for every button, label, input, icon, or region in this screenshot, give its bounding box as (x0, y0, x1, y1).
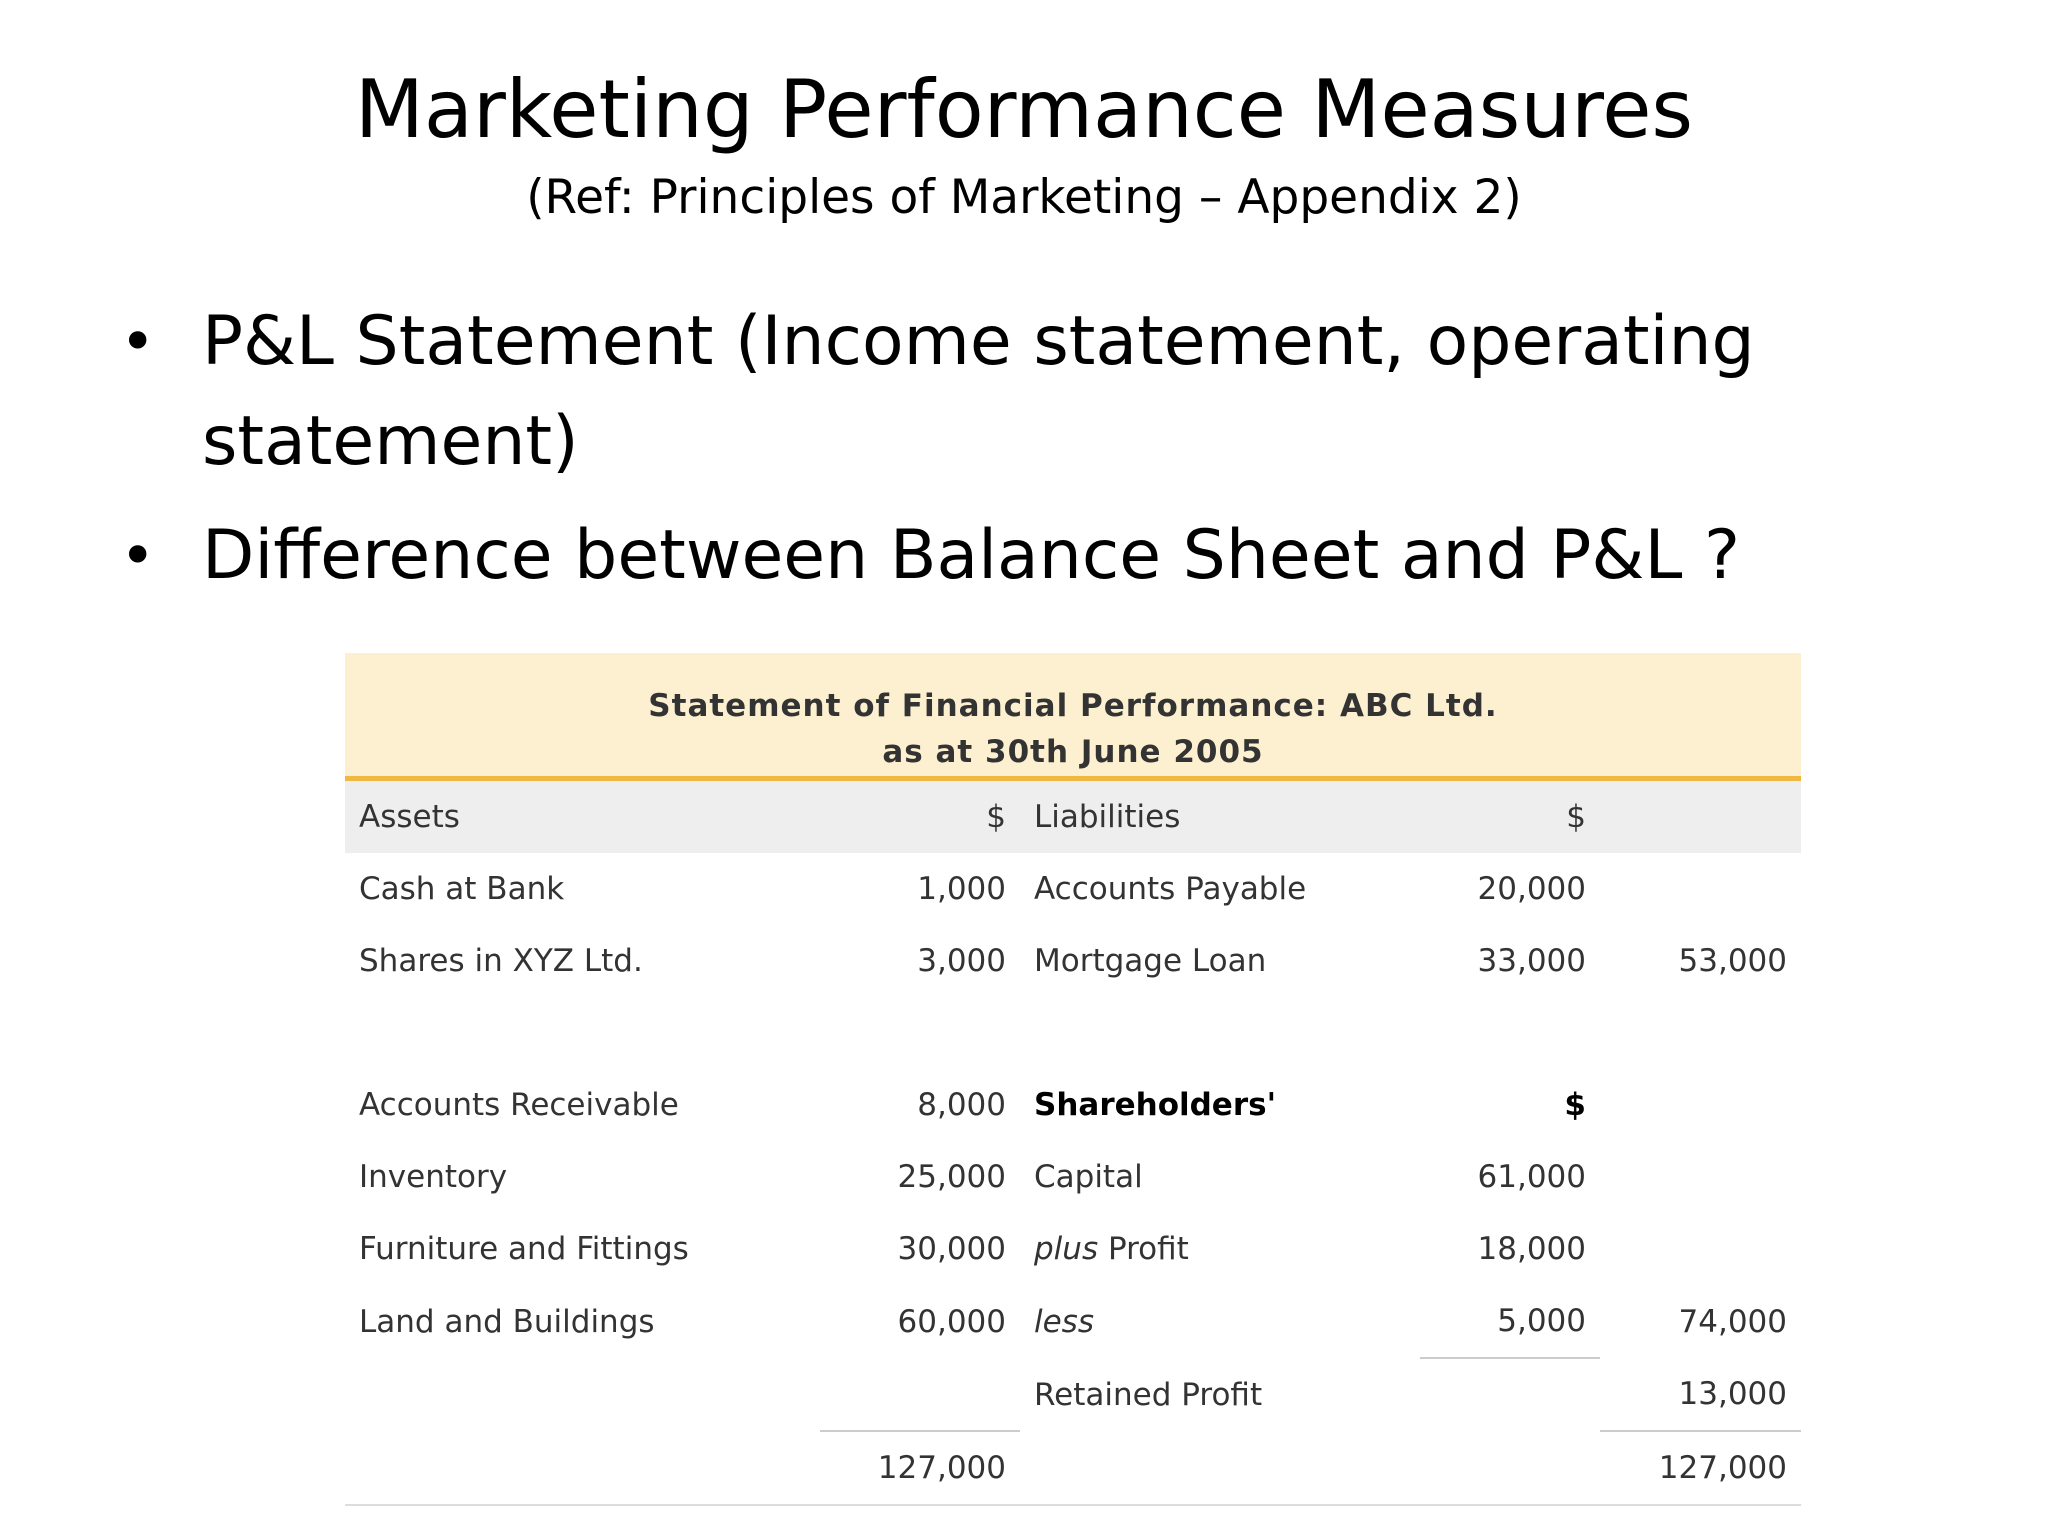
liability-label: Retained Profit (1034, 1376, 1263, 1413)
bullet-text: Difference between Balance Sheet and P&L ? (202, 516, 1741, 595)
empty-cell (1020, 1431, 1420, 1505)
liabilities-total: 127,000 (1600, 1431, 1801, 1505)
bullet-text: P&L Statement (Income statement, operating statement) (202, 302, 1755, 481)
table-row (345, 1285, 1801, 1358)
liability-label (1020, 1213, 1420, 1285)
asset-value: 1,000 (917, 871, 1006, 907)
bullet-list (120, 292, 1760, 620)
liabilities-header: Liabilities (1020, 781, 1420, 853)
slide-subtitle: (Ref: Principles of Marketing – Appendix 2) (526, 170, 1522, 225)
shareholders-header: Shareholders' (1034, 1087, 1277, 1123)
liabilities-currency: $ (1420, 781, 1600, 853)
liability-label: Capital (1034, 1159, 1143, 1195)
table-row (345, 853, 1801, 925)
asset-value: 60,000 (897, 1303, 1006, 1340)
liability-value: 61,000 (1477, 1159, 1586, 1195)
empty-cell (1420, 1431, 1600, 1505)
spacer-row (345, 997, 1801, 1069)
asset-label: Shares in XYZ Ltd. (359, 943, 643, 979)
table-row (345, 1069, 1801, 1141)
assets-header: Assets (345, 781, 820, 853)
row-total: 74,000 (1678, 1303, 1787, 1340)
liability-value (1420, 1358, 1600, 1431)
statement-header (345, 653, 1801, 781)
liability-value: 20,000 (1477, 871, 1586, 907)
asset-value: 8,000 (917, 1087, 1006, 1123)
asset-value (820, 1358, 1020, 1431)
asset-label: Land and Buildings (359, 1303, 655, 1340)
bullet-item (120, 506, 1760, 606)
bullet-item (120, 292, 1760, 492)
statement-date: as at 30th June 2005 (882, 734, 1264, 770)
slide-title: Marketing Performance Measures (354, 63, 1694, 156)
financial-statement (345, 653, 1801, 1506)
row-total (1600, 1213, 1801, 1285)
asset-value: 30,000 (897, 1231, 1006, 1267)
liability-label: Mortgage Loan (1034, 943, 1267, 979)
assets-total: 127,000 (820, 1431, 1020, 1505)
row-total (1600, 1069, 1801, 1141)
liability-prefix: plus (1034, 1231, 1099, 1267)
row-total (1600, 1141, 1801, 1213)
table-row (345, 1213, 1801, 1285)
asset-value: 25,000 (897, 1159, 1006, 1195)
statement-table (345, 781, 1801, 1506)
table-row (345, 1358, 1801, 1431)
asset-label: Inventory (359, 1159, 508, 1195)
liability-value: 33,000 (1477, 943, 1586, 979)
table-header-row (345, 781, 1801, 853)
liability-value: 18,000 (1477, 1231, 1586, 1267)
empty-cell (345, 1431, 820, 1505)
row-total: 13,000 (1600, 1358, 1801, 1431)
liability-value: 5,000 (1420, 1285, 1600, 1358)
asset-label (345, 1358, 820, 1431)
liability-label: Accounts Payable (1034, 871, 1307, 907)
empty-cell (1600, 781, 1801, 853)
asset-label: Accounts Receivable (359, 1087, 679, 1123)
liability-label: less (1034, 1303, 1094, 1340)
liability-label-text: Profit (1098, 1231, 1189, 1267)
statement-title: Statement of Financial Performance: ABC Ltd. (648, 688, 1498, 724)
asset-value: 3,000 (917, 943, 1006, 979)
row-total (1600, 853, 1801, 925)
bullet-icon: • (120, 521, 156, 591)
table-row (345, 1141, 1801, 1213)
table-row (345, 925, 1801, 997)
asset-label: Cash at Bank (359, 871, 565, 907)
shareholders-currency: $ (1564, 1087, 1586, 1123)
bullet-icon: • (120, 307, 156, 377)
row-total: 53,000 (1678, 943, 1787, 979)
asset-label: Furniture and Fittings (359, 1231, 689, 1267)
assets-currency: $ (820, 781, 1020, 853)
totals-row (345, 1431, 1801, 1505)
